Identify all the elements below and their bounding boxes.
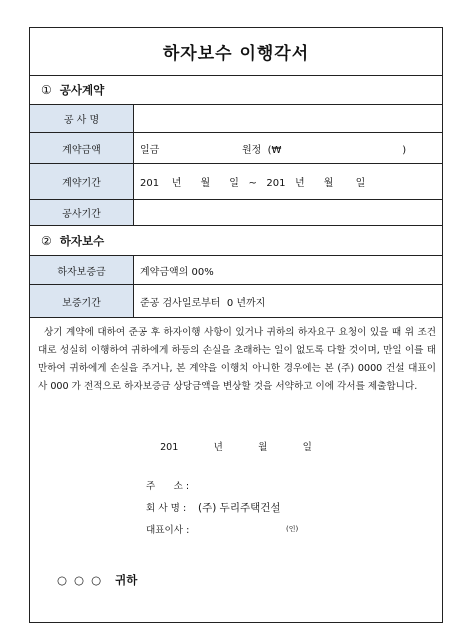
row-label: 보증기간 — [30, 285, 134, 317]
document-title: 하자보수 이행각서 — [162, 44, 310, 64]
section-number: ② — [41, 233, 52, 248]
signature-company — [146, 500, 281, 515]
section-title: 공사계약 — [59, 82, 105, 97]
row-warranty-deposit — [30, 256, 442, 285]
row-label: 계약금액 — [30, 133, 134, 163]
row-value: 일금 원정 (₩ ) — [140, 144, 407, 156]
row-contract-period — [30, 164, 442, 200]
row-warranty-period — [30, 285, 442, 318]
company-value: (주) 두리주택건설 — [198, 502, 281, 514]
row-value: 준공 검사일로부터 0 년까지 — [140, 297, 266, 309]
document-frame — [29, 27, 443, 623]
row-label: 계약기간 — [30, 164, 134, 199]
row-label: 공사기간 — [30, 200, 134, 225]
row-value: 201 년 월 일 ~ 201 년 월 일 — [140, 178, 366, 189]
addressee: ○ ○ ○ 귀하 — [57, 573, 138, 587]
row-construction-period — [30, 200, 442, 226]
title-row — [30, 28, 442, 76]
section-contract-header — [30, 75, 442, 105]
section-number: ① — [41, 82, 52, 97]
company-label: 회 사 명 : — [146, 503, 187, 514]
row-label: 하자보증금 — [30, 256, 134, 284]
section-title: 하자보수 — [59, 233, 105, 248]
row-value — [134, 200, 442, 225]
seal-mark: (인) — [286, 525, 299, 533]
pledge-paragraph: 상기 계약에 대하여 준공 후 하자이행 사항이 있거나 귀하의 하자요구 요청이 있을 때 위 조건대로 성실히 이행하여 귀하에게 하등의 손실을 초래하는 일이 없도록 다할 것이며, 만일 이를 태만하여 귀하에게 손실을 주거나, 본 계약을 이행치 아니한 경우에는 본 (주) 0000 건설 대표이사 000 가 전적으로 하자보증금 상당금액을 변상할 것을 서약하고 이에 각서를 제출합니다. — [38, 327, 436, 392]
signature-address — [146, 478, 198, 492]
signature-ceo — [146, 522, 198, 536]
row-project-name — [30, 105, 442, 133]
ceo-label: 대표이사 : — [146, 525, 190, 536]
row-label: 공 사 명 — [30, 105, 134, 132]
address-label: 주 소 : — [146, 481, 190, 492]
row-value: 계약금액의 00% — [140, 266, 214, 278]
row-value — [134, 105, 442, 132]
pledge-date: 201 년 월 일 — [160, 442, 312, 453]
section-warranty-header — [30, 226, 442, 256]
row-contract-amount — [30, 133, 442, 164]
